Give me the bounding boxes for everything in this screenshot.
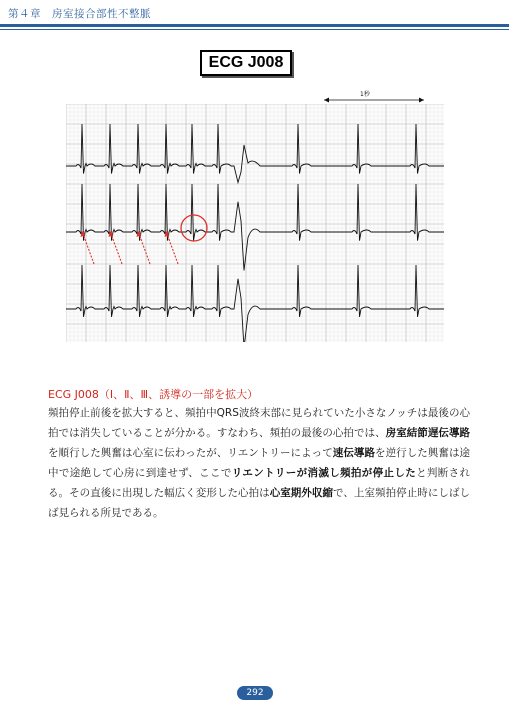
time-scale (322, 90, 426, 104)
ecg-leads (66, 124, 444, 342)
term-slow-pathway: 房室結節遅伝導路 (385, 427, 470, 439)
figure-caption: ECG J008（Ⅰ、Ⅱ、Ⅲ、誘導の一部を拡大） (48, 388, 259, 401)
ecg-lead-2 (66, 184, 444, 271)
scale-arrow (322, 96, 426, 104)
chapter-title: 第４章 房室接合部性不整脈 (8, 8, 151, 20)
body-text-3: を逆行した興奮は途中で途絶して心房に到達せず、ここで (48, 447, 471, 479)
body-text-1: 頻拍停止前後を拡大すると、頻拍中QRS波終末部に見られていた小さなノッチは最後の心拍では消失していることが分かる。すなわち、頻拍の最後の心拍では、 (48, 407, 470, 439)
body-text-5: で、上室頻拍停止時にしばしば見られる所見である。 (48, 487, 470, 519)
figure-title: ECG J008 (200, 50, 292, 76)
body-text-4: と判断される。その直後に出現した幅広く変形した心拍は (48, 467, 470, 499)
ecg-lead-3 (66, 265, 444, 342)
page-header (0, 0, 509, 30)
header-rule-thick (0, 24, 509, 27)
term-pvc: 心室期外収縮 (269, 487, 334, 499)
ecg-tracing (66, 104, 444, 342)
term-fast-pathway: 速伝導路 (332, 447, 376, 459)
ecg-strip (66, 104, 444, 342)
body-paragraph (48, 403, 470, 523)
header-rule-thin (0, 29, 509, 30)
ecg-annotations (81, 215, 208, 264)
body-text-2: を順行した興奮は心室に伝わったが、リエントリーによって (48, 447, 333, 459)
ecg-lead-1 (66, 124, 444, 183)
time-scale-label: 1秒 (360, 91, 370, 98)
page-number: 292 (237, 686, 273, 700)
term-reentry-termination: リエントリーが消滅し頻拍が停止した (231, 467, 417, 479)
